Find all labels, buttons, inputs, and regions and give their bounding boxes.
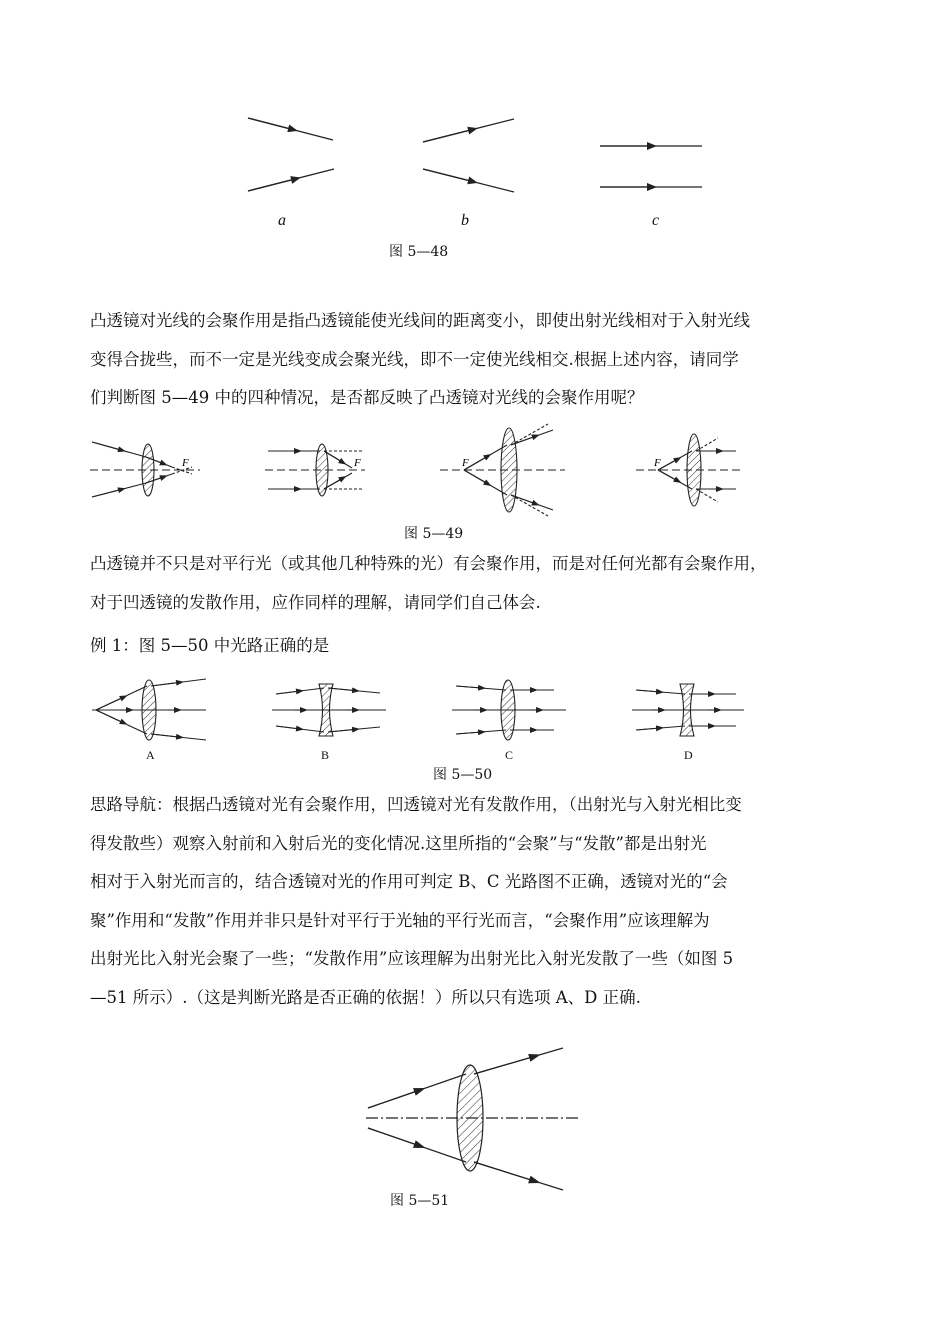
- text-line: 得发散些）观察入射前和入射后光的变化情况.这里所指的“会聚”与“发散”都是出射光: [90, 833, 707, 853]
- text-line: 聚”作用和“发散”作用并非只是针对平行于光轴的平行光而言，“会聚作用”应该理解为: [90, 910, 710, 930]
- figure-caption: 图 5—50: [433, 767, 493, 783]
- fig50-label-a: A: [146, 748, 155, 762]
- fig49-focus-label: F: [654, 457, 661, 469]
- fig49-focus-label: F: [354, 457, 361, 469]
- fig50-label-d: D: [684, 748, 693, 762]
- text-line: 变得合拢些，而不一定是光线变成会聚光线，即不一定使光线相交.根据上述内容，请同学: [90, 349, 739, 369]
- fig48-label-c: c: [652, 212, 660, 229]
- figure-caption: 图 5—51: [390, 1193, 450, 1209]
- fig48-label-a: a: [278, 212, 286, 229]
- fig49-focus-label: F: [462, 457, 469, 469]
- fig48-label-b: b: [461, 212, 469, 229]
- fig50-label-c: C: [505, 748, 514, 762]
- figure-caption: 图 5—48: [389, 244, 449, 260]
- text-line: 凸透镜对光线的会聚作用是指凸透镜能使光线间的距离变小，即使出射光线相对于入射光线: [90, 311, 750, 330]
- text-line: —51 所示）.（这是判断光路是否正确的依据！）所以只有选项 A、D 正确.: [90, 987, 641, 1007]
- text-line: 出射光比入射光会聚了一些；“发散作用”应该理解为出射光比入射光发散了一些（如图 5: [90, 949, 734, 968]
- text-line: 们判断图 5—49 中的四种情况，是否都反映了凸透镜对光线的会聚作用呢？: [90, 388, 644, 407]
- fig50-label-b: B: [321, 748, 330, 762]
- fig49-focus-label: F: [182, 457, 189, 469]
- figure-caption: 图 5—49: [404, 526, 464, 542]
- text-line: 思路导航：根据凸透镜对光有会聚作用，凹透镜对光有发散作用，（出射光与入射光相比变: [90, 795, 742, 814]
- text-line: 凸透镜并不只是对平行光（或其他几种特殊的光）有会聚作用，而是对任何光都有会聚作用，: [90, 554, 767, 573]
- text-line: 例 1：图 5—50 中光路正确的是: [90, 636, 330, 655]
- text-line: 对于凹透镜的发散作用，应作同样的理解，请同学们自己体会.: [90, 592, 541, 612]
- text-line: 相对于入射光而言的，结合透镜对光的作用可判定 B、C 光路图不正确，透镜对光的“会: [90, 872, 728, 891]
